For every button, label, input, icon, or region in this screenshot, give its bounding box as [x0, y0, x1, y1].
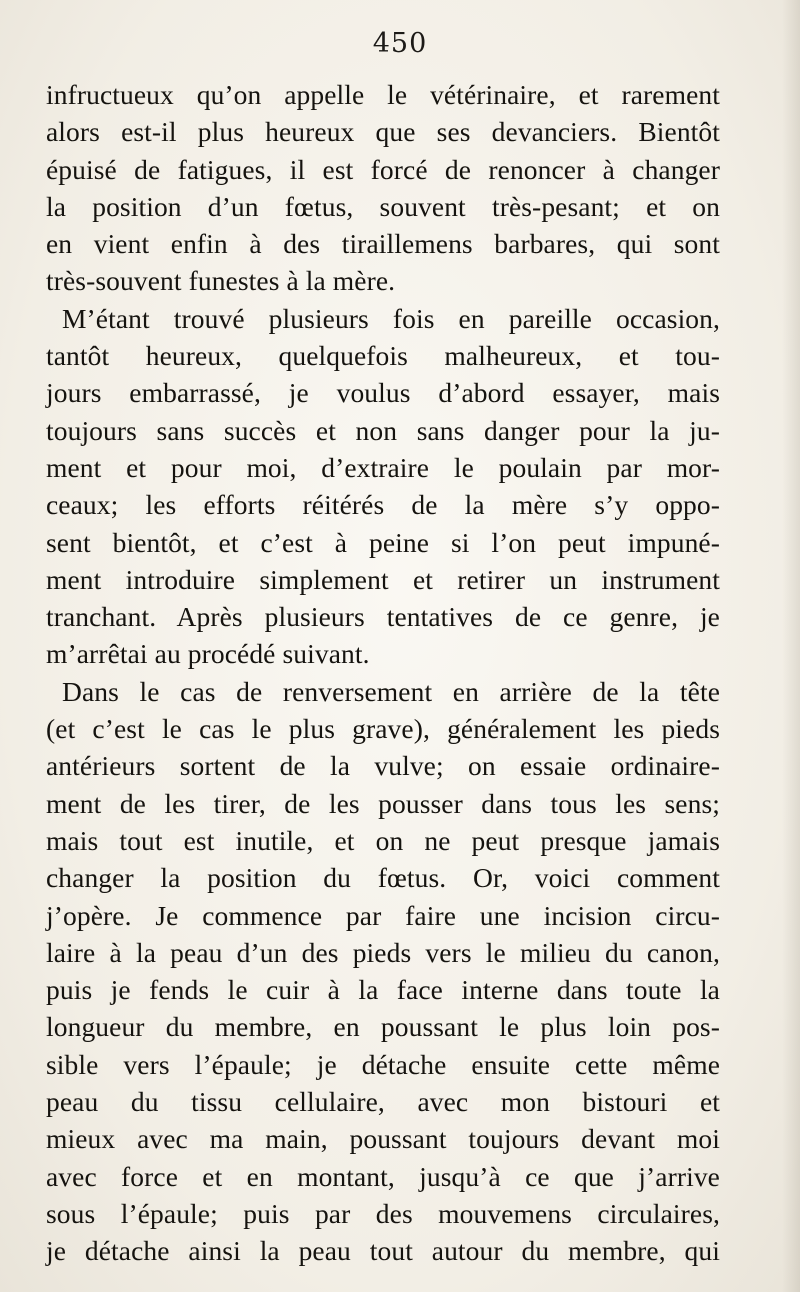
text-line: longueur du membre, en poussant le plus loin pos-: [46, 1011, 720, 1043]
text-line: j’opère. Je commence par faire une incision circu-: [46, 899, 720, 931]
text-line: ceaux; les efforts réitérés de la mère s’y oppo-: [46, 489, 720, 521]
text-line: puis je fends le cuir à la face interne dans toute la: [46, 974, 720, 1006]
text-line: ment introduire simplement et retirer un instrument: [46, 563, 720, 595]
text-line: laire à la peau d’un des pieds vers le milieu du canon,: [46, 936, 720, 968]
text-line: très-souvent funestes à la mère.: [46, 265, 396, 297]
text-line: peau du tissu cellulaire, avec mon bistouri et: [46, 1086, 720, 1118]
text-line: m’arrêtai au procédé suivant.: [46, 638, 370, 670]
text-line: jours embarrassé, je voulus d’abord essayer, mais: [46, 377, 720, 409]
page-number: 450: [372, 28, 428, 59]
text-line: sible vers l’épaule; je détache ensuite cette même: [46, 1048, 720, 1080]
text-line: ment et pour moi, d’extraire le poulain par mor-: [46, 451, 720, 483]
text-line: la position d’un fœtus, souvent très-pesant; et on: [46, 190, 720, 222]
text-line: ment de les tirer, de les pousser dans tous les sens;: [46, 787, 720, 819]
text-line: sent bientôt, et c’est à peine si l’on peut impuné-: [46, 526, 720, 558]
text-line: antérieurs sortent de la vulve; on essaie ordinaire-: [46, 750, 720, 782]
text-line: mais tout est inutile, et on ne peut presque jamais: [46, 824, 720, 856]
body-text: [46, 76, 720, 1270]
text-line: M’étant trouvé plusieurs fois en pareille occasion,: [62, 302, 720, 334]
text-line: changer la position du fœtus. Or, voici comment: [46, 862, 720, 894]
text-line: tranchant. Après plusieurs tentatives de ce genre, je: [46, 601, 720, 633]
text-line: (et c’est le cas le plus grave), généralement les pieds: [46, 713, 720, 745]
text-line: alors est-il plus heureux que ses devanciers. Bientôt: [46, 116, 720, 148]
text-line: infructueux qu’on appelle le vétérinaire, et rarement: [46, 79, 720, 110]
text-line: en vient enfin à des tiraillemens barbares, qui sont: [46, 228, 720, 260]
text-line: toujours sans succès et non sans danger pour la ju-: [46, 414, 720, 446]
text-line: avec force et en montant, jusqu’à ce que j’arrive: [46, 1160, 720, 1192]
text-line: sous l’épaule; puis par des mouvemens circulaires,: [46, 1197, 720, 1229]
text-line: je détache ainsi la peau tout autour du membre, qui: [46, 1235, 720, 1267]
text-line: mieux avec ma main, poussant toujours devant moi: [46, 1123, 720, 1155]
text-line: tantôt heureux, quelquefois malheureux, et tou-: [46, 340, 720, 372]
text-line: Dans le cas de renversement en arrière de la tête: [62, 675, 720, 707]
text-line: épuisé de fatigues, il est forcé de renoncer à changer: [46, 153, 720, 185]
page-edge-shadow: [782, 0, 800, 1292]
